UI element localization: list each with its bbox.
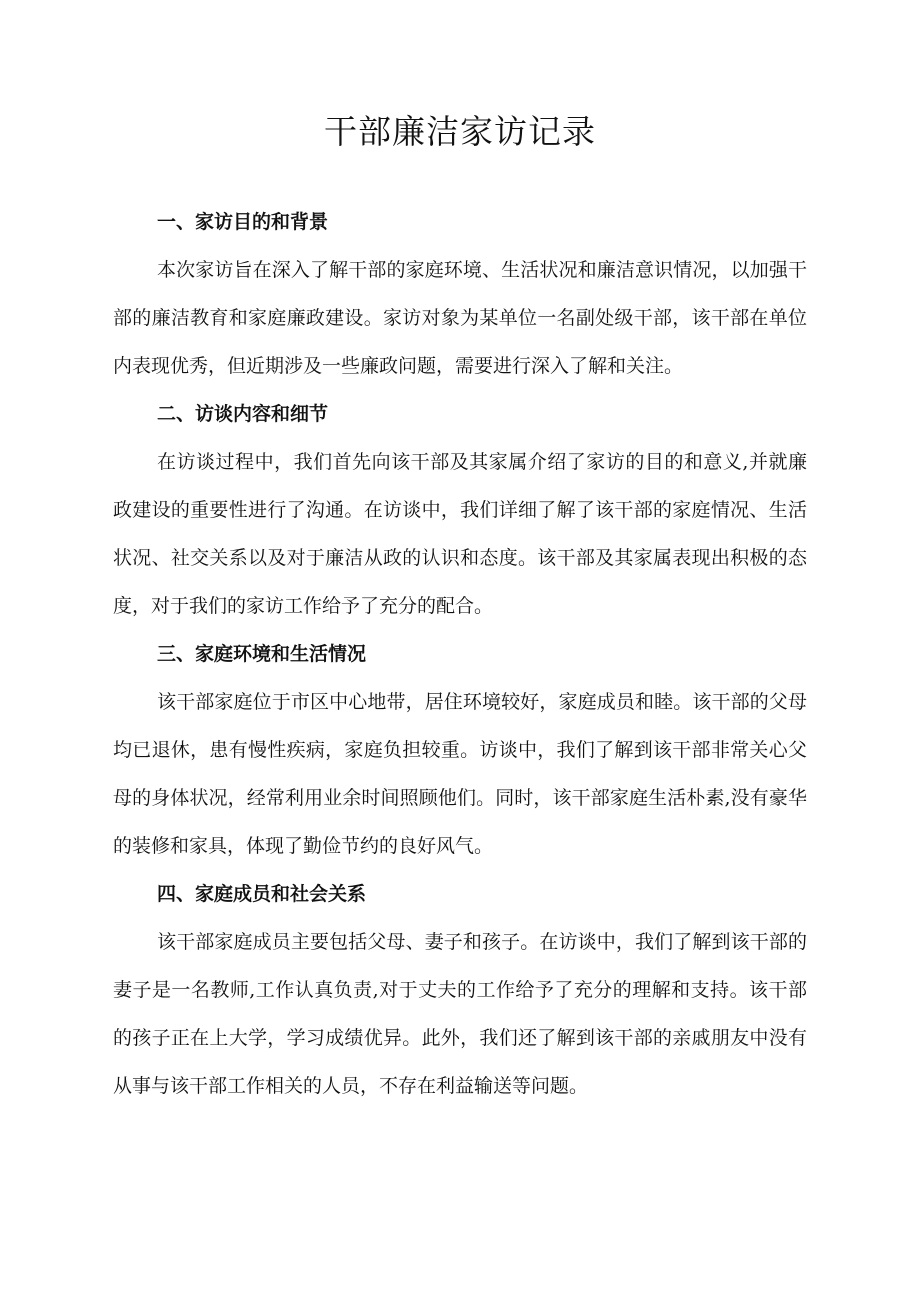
section-heading: 三、家庭环境和生活情况 [157,643,367,665]
section-paragraph: 在访谈过程中，我们首先向该干部及其家属介绍了家访的目的和意义,并就廉政建设的重要性进行了沟通。在访谈中，我们详细了解了该干部的家庭情况、生活状况、社交关系以及对于廉洁从政的认识和态度。该干部及其家属表现出积极的态度，对于我们的家访工作给予了充分的配合。 [113,451,807,617]
section-paragraph: 本次家访旨在深入了解干部的家庭环境、生活状况和廉洁意识情况，以加强干部的廉洁教育和家庭廉政建设。家访对象为某单位一名副处级干部，该干部在单位内表现优秀，但近期涉及一些廉政问题，需要进行深入了解和关注。 [113,259,807,377]
section-paragraph: 该干部家庭成员主要包括父母、妻子和孩子。在访谈中，我们了解到该干部的妻子是一名教师,工作认真负责,对于丈夫的工作给予了充分的理解和支持。该干部的孩子正在上大学，学习成绩优异。此外，我们还了解到该干部的亲戚朋友中没有从事与该干部工作相关的人员，不存在利益输送等问题。 [113,931,807,1097]
section-heading: 一、家访目的和背景 [157,211,329,233]
section-heading: 四、家庭成员和社会关系 [157,883,367,905]
section-purpose-background [113,198,807,390]
section-family-members-relations [113,870,807,1110]
document-body [113,198,807,1110]
section-family-environment [113,630,807,870]
section-heading: 二、访谈内容和细节 [157,403,329,425]
document-title: 干部廉洁家访记录 [324,112,596,151]
section-interview-details [113,390,807,630]
section-paragraph: 该干部家庭位于市区中心地带，居住环境较好，家庭成员和睦。该干部的父母均已退休，患有慢性疾病，家庭负担较重。访谈中，我们了解到该干部非常关心父母的身体状况，经常利用业余时间照顾他们。同时，该干部家庭生活朴素,没有豪华的装修和家具，体现了勤俭节约的良好风气。 [113,691,807,857]
